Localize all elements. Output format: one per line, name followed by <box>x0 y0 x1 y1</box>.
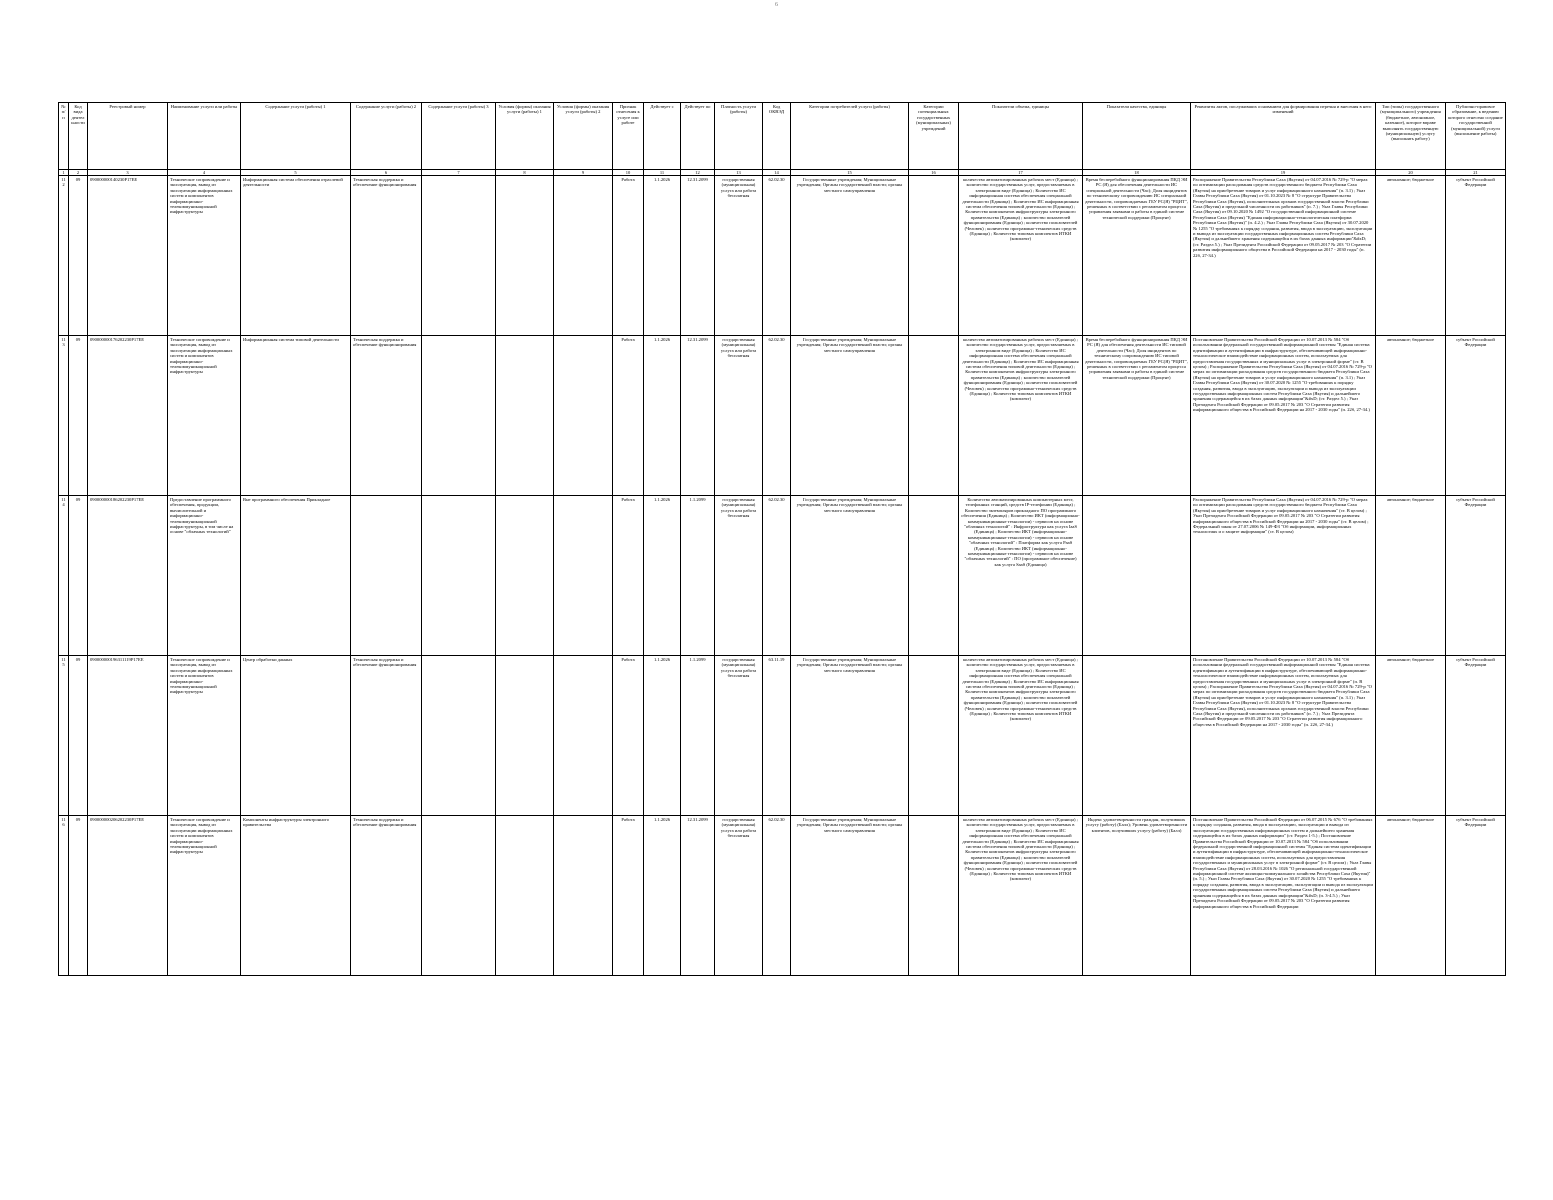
condition-2 <box>554 496 613 656</box>
legal-acts: Распоряжение Правительства Республики Саха (Якутия) от 04.07.2016 № 729-р "О мерах по оптимизации расходования средств государственного бюджета Республики Саха (Якутия) на приобретение товаров и услуг информационного назначения" (ст. В целом) ; Указ Президента Российской Федерации от 09.05.2017 № 203 "О Стратегии развития информационного общества в Российской Федерации на 2017 - 2030 годы" (ст. В целом) ; Федеральный закон от 27.07.2006 № 149-ФЗ "Об информации, информационных технологиях и о защите информации" (ст. В целом) <box>1191 496 1376 656</box>
header-cell: Содержание услуги (работы) 3 <box>422 103 496 170</box>
column-number: 6 <box>351 170 422 176</box>
institution-categories <box>909 176 959 336</box>
service-kind: Работа <box>613 496 644 656</box>
quality-indicators: Время бесперебойного функционирования ПКД ЭИ РС (Я) для обеспечения деятельности ИС типовой деятельности (Час); Доля инцидентов по техническому сопровождению ИС типовой деятельности, сопровождаемых ГБУ РС(Я) "РЦИТ", решенных в соответствии с регламентом процесса управления заявками и работы в единой системе технической поддержки (Процент) <box>1083 336 1191 496</box>
row-number: 116 <box>59 816 69 976</box>
services-table <box>58 102 1506 976</box>
quality-indicators: Время бесперебойного функционирования ПКД ЭИ РС (Я) для обеспечения деятельности ИС специальной деятельности (Час); Доля инцидентов по техническому сопровождению ИС специальной деятельности, сопровождаемых ГБУ РС(Я) "РЦИТ", решенных в соответствии с регламентом процесса управления заявками и работы в единой системе технической поддержки (Процент) <box>1083 176 1191 336</box>
service-kind: Работа <box>613 336 644 496</box>
service-kind: Работа <box>613 176 644 336</box>
okved-code: 62.02.30 <box>763 816 791 976</box>
header-cell: Действует с <box>644 103 681 170</box>
column-number: 2 <box>69 170 88 176</box>
service-name: Техническое сопровождение и эксплуатация, вывод из эксплуатации информационных систем и компонентов информационно-телекоммуникационной инфраструктуры <box>168 656 241 816</box>
header-cell: Реквизиты актов, послуживших основанием для формирования перечня и внесения в него изменений <box>1191 103 1376 170</box>
content-2: Техническая поддержка и обеспечение функционирования <box>351 336 422 496</box>
quality-indicators <box>1083 656 1191 816</box>
header-cell: Платность услуги (работы) <box>715 103 763 170</box>
valid-from: 1.1.2026 <box>644 816 681 976</box>
table-row <box>59 336 1506 496</box>
volume-indicators: количество автоматизированных рабочих мест (Единица) ; количество государственных услуг, предоставляемых в электронном виде (Единица) ; Количество ИС информационная система обеспечения специальной деятельности (Единица) ; Количество ИС информационная система обеспечения типовой деятельности (Единица) ; Количество компонентов инфраструктуры электронного правительства (Единица) ; количество показателей функционирования (Единица) ; количество пользователей (Человек) ; количество программно-технических средств (Единица) ; Количество типовых комплектов ИТКИ (комплект) <box>959 176 1083 336</box>
public-entity: субъект Российской Федерации <box>1446 496 1506 656</box>
header-cell: Показатели качества, единицы <box>1083 103 1191 170</box>
header-cell: Содержание услуги (работы) 1 <box>241 103 351 170</box>
registry-number: 090000000186202230P17EE <box>88 496 168 656</box>
payment-type: государственная (муниципальная) услуга или работа бесплатная <box>715 176 763 336</box>
content-1: Вне программного обеспечения Прикладное <box>241 496 351 656</box>
condition-1 <box>496 496 554 656</box>
header-cell: Тип (типы) государственного (муниципального) учреждения (бюджетное, автономное, казенное), которое вправе выполнять государственную (муниципальную) услугу (выполнять работу) <box>1376 103 1446 170</box>
service-kind: Работа <box>613 816 644 976</box>
condition-2 <box>554 816 613 976</box>
header-cell: Признак отнесения к услуге или работе <box>613 103 644 170</box>
service-name: Техническое сопровождение и эксплуатация, вывод из эксплуатации информационных систем и компонентов информационно-телекоммуникационной инфраструктуры <box>168 336 241 496</box>
header-cell: № п/п <box>59 103 69 170</box>
content-3 <box>422 176 496 336</box>
content-2: Техническая поддержка и обеспечение функционирования <box>351 656 422 816</box>
quality-indicators: Индекс удовлетворенности граждан, получивших услугу (работу) (Балл); Уровень удовлетворенности клиентов, получивших услугу (работу) (Балл) <box>1083 816 1191 976</box>
consumer-categories: Государственные учреждения; Муниципальные учреждения; Органы государственной власти; органы местного самоуправления <box>791 816 909 976</box>
okved-code: 62.02.30 <box>763 496 791 656</box>
activity-code: 09 <box>69 336 88 496</box>
volume-indicators: количество автоматизированных рабочих мест (Единица) ; количество государственных услуг, предоставляемых в электронном виде (Единица) ; Количество ИС информационная система обеспечения специальной деятельности (Единица) ; Количество ИС информационная система обеспечения типовой деятельности (Единица) ; Количество компонентов инфраструктуры электронного правительства (Единица) ; количество показателей функционирования (Единица) ; количество пользователей (Человек) ; количество программно-технических средств (Единица) ; Количество типовых комплектов ИТКИ (комплект) <box>959 336 1083 496</box>
column-number: 21 <box>1446 170 1506 176</box>
content-2: Техническая поддержка и обеспечение функционирования <box>351 176 422 336</box>
registry-number: 090000000140230P17EE <box>88 176 168 336</box>
consumer-categories: Государственные учреждения; Муниципальные учреждения; Органы государственной власти; органы местного самоуправления <box>791 496 909 656</box>
column-number: 20 <box>1376 170 1446 176</box>
column-number: 4 <box>168 170 241 176</box>
header-cell: Действует по <box>681 103 715 170</box>
content-2: Техническая поддержка и обеспечение функционирования <box>351 816 422 976</box>
condition-1 <box>496 816 554 976</box>
table-row <box>59 816 1506 976</box>
registry-number: 090000000206202230P17EE <box>88 816 168 976</box>
legal-acts: Постановление Правительства Российской Федерации от 06.07.2015 № 676 "О требованиях к порядку создания, развития, ввода в эксплуатацию, эксплуатации и вывода из эксплуатации государственных информационных систем и дальнейшего хранения содержащейся в их базах данных информации" (ст. Раздел 1-5.) ; Постановление Правительства Российской Федерации от 10.07.2013 № 584 "Об использовании федеральной государственной информационной системы "Единая система идентификации и аутентификации в инфраструктуре, обеспечивающей информационно-технологическое взаимодействие информационных систем, используемых для предоставления государственных и муниципальных услуг в электронной форме" (ст. В целом) ; Указ Главы Республики Саха (Якутия) от 28.03.2016 № 1026 "О региональной государственной информационной системе жилищно-коммунального хозяйства Республики Саха (Якутия)" (п. 5.) ; Указ Главы Республики Саха (Якутия) от 30.07.2020 № 1255 "О требованиях к порядку создания, развития, ввода в эксплуатацию, эксплуатации и вывода из эксплуатации государственных информационных систем Республики Саха (Якутия) и дальнейшего хранения содержащейся в их базах данных информации"&#xD; (п. 3-4.5.) ; Указ Президента Российской Федерации от 09.05.2017 № 203 "О Стратегии развития информационного общества в Российской Федерации <box>1191 816 1376 976</box>
column-number: 10 <box>613 170 644 176</box>
institution-type: автономное; бюджетное <box>1376 496 1446 656</box>
valid-to: 12.31.2099 <box>681 816 715 976</box>
valid-from: 1.1.2026 <box>644 656 681 816</box>
okved-code: 62.02.30 <box>763 336 791 496</box>
service-kind: Работа <box>613 656 644 816</box>
header-cell: Показатели объема, единицы <box>959 103 1083 170</box>
row-number: 112 <box>59 176 69 336</box>
header-cell: Код вида деятельности <box>69 103 88 170</box>
valid-to: 12.31.2099 <box>681 336 715 496</box>
content-3 <box>422 816 496 976</box>
header-cell: Наименование услуги или работы <box>168 103 241 170</box>
row-number: 114 <box>59 496 69 656</box>
header-cell: Реестровый номер <box>88 103 168 170</box>
column-number: 16 <box>909 170 959 176</box>
volume-indicators: количество автоматизированных рабочих мест (Единица) ; количество государственных услуг, предоставляемых в электронном виде (Единица) ; Количество ИС информационная система обеспечения специальной деятельности (Единица) ; Количество ИС информационная система обеспечения типовой деятельности (Единица) ; Количество компонентов инфраструктуры электронного правительства (Единица) ; количество показателей функционирования (Единица) ; количество пользователей (Человек) ; количество программно-технических средств (Единица) ; Количество типовых комплектов ИТКИ (комплект) <box>959 656 1083 816</box>
content-3 <box>422 336 496 496</box>
valid-from: 1.1.2026 <box>644 176 681 336</box>
content-1: Компоненты инфраструктуры электронного правительства <box>241 816 351 976</box>
activity-code: 09 <box>69 656 88 816</box>
institution-categories <box>909 496 959 656</box>
table-row <box>59 656 1506 816</box>
valid-to: 1.1.2099 <box>681 496 715 656</box>
activity-code: 09 <box>69 816 88 976</box>
payment-type: государственная (муниципальная) услуга или работа бесплатная <box>715 816 763 976</box>
column-number: 17 <box>959 170 1083 176</box>
page-marker: 6 <box>775 2 778 8</box>
quality-indicators <box>1083 496 1191 656</box>
public-entity: субъект Российской Федерации <box>1446 176 1506 336</box>
service-name: Техническое сопровождение и эксплуатация, вывод из эксплуатации информационных систем и компонентов информационно-телекоммуникационной инфраструктуры <box>168 176 241 336</box>
volume-indicators: количество автоматизированных рабочих мест (Единица) ; количество государственных услуг, предоставляемых в электронном виде (Единица) ; Количество ИС информационная система обеспечения специальной деятельности (Единица) ; Количество ИС информационная система обеспечения типовой деятельности (Единица) ; Количество компонентов инфраструктуры электронного правительства (Единица) ; количество показателей функционирования (Единица) ; количество пользователей (Человек) ; количество программно-технических средств (Единица) ; Количество типовых комплектов ИТКИ (комплект) <box>959 816 1083 976</box>
column-number: 13 <box>715 170 763 176</box>
content-3 <box>422 496 496 656</box>
column-number: 8 <box>496 170 554 176</box>
column-number: 9 <box>554 170 613 176</box>
service-name: Техническое сопровождение и эксплуатация, вывод из эксплуатации информационных систем и компонентов информационно-телекоммуникационной инфраструктуры <box>168 816 241 976</box>
institution-categories <box>909 816 959 976</box>
condition-2 <box>554 656 613 816</box>
valid-from: 1.1.2026 <box>644 496 681 656</box>
registry-number: 090000000196311119P17EE <box>88 656 168 816</box>
column-number: 3 <box>88 170 168 176</box>
institution-categories <box>909 656 959 816</box>
column-number: 1 <box>59 170 69 176</box>
condition-2 <box>554 176 613 336</box>
header-row <box>59 103 1506 170</box>
activity-code: 09 <box>69 176 88 336</box>
valid-to: 1.1.2099 <box>681 656 715 816</box>
payment-type: государственная (муниципальная) услуга или работа бесплатная <box>715 656 763 816</box>
header-cell: Категории потенциальных государственных (муниципальных) учреждений <box>909 103 959 170</box>
registry-number: 090000000176202230P17EE <box>88 336 168 496</box>
header-cell: Категории потребителей услуги (работы) <box>791 103 909 170</box>
column-number: 7 <box>422 170 496 176</box>
public-entity: субъект Российской Федерации <box>1446 656 1506 816</box>
content-2 <box>351 496 422 656</box>
public-entity: субъект Российской Федерации <box>1446 336 1506 496</box>
service-name: Предоставление программного обеспечения, продукции, вычислительной и информационно-телекоммуникационной инфраструктуры, в том числе на основе "облачных технологий" <box>168 496 241 656</box>
institution-type: автономное; бюджетное <box>1376 656 1446 816</box>
header-cell: Содержание услуги (работы) 2 <box>351 103 422 170</box>
institution-type: автономное; бюджетное <box>1376 336 1446 496</box>
header-cell: Условия (формы) оказания услуги (работы) 1 <box>496 103 554 170</box>
header-cell: Код ОКВЭД <box>763 103 791 170</box>
okved-code: 62.02.30 <box>763 176 791 336</box>
column-number: 14 <box>763 170 791 176</box>
institution-type: автономное; бюджетное <box>1376 176 1446 336</box>
activity-code: 09 <box>69 496 88 656</box>
consumer-categories: Государственные учреждения; Муниципальные учреждения; Органы государственной власти; органы местного самоуправления <box>791 656 909 816</box>
column-number: 12 <box>681 170 715 176</box>
row-number: 115 <box>59 656 69 816</box>
content-1: Информационная система типовой деятельности <box>241 336 351 496</box>
valid-to: 12.31.2099 <box>681 176 715 336</box>
header-cell: Публично-правовое образование, к ведению которого отнесено создание государственной (муниципальной) услуги (выполнение работы) <box>1446 103 1506 170</box>
okved-code: 63.11.19 <box>763 656 791 816</box>
legal-acts: Постановление Правительства Российской Федерации от 10.07.2013 № 584 "Об использовании федеральной государственной информационной системы "Единая система идентификации и аутентификации в инфраструктуре, обеспечивающей информационно-технологическое взаимодействие информационных систем, используемых для предоставления государственных и муниципальных услуг в электронной форме" (ст. В целом) ; Распоряжение Правительства Республики Саха (Якутия) от 04.07.2016 № 729-р "О мерах по оптимизации расходования средств государственного бюджета Республики Саха (Якутия) на приобретение товаров и услуг информационного назначения" (п. 3.1) ; Указ Главы Республики Саха (Якутия) от 30.07.2020 № 1255 "О требованиях к порядку создания, развития, ввода в эксплуатацию, эксплуатации и вывода из эксплуатации государственных информационных систем Республики Саха (Якутия) и дальнейшего хранения содержащейся в их базах данных информации"&#xD; (ст. Раздел 5.) ; Указ Президента Российской Федерации от 09.05.2017 № 203 "О Стратегии развития информационного общества в Российской Федерации на 2017 - 2030 годы" (п. 22б, 27-34.) <box>1191 336 1376 496</box>
header-cell: Условия (формы) оказания услуги (работы) 2 <box>554 103 613 170</box>
condition-1 <box>496 176 554 336</box>
column-number: 11 <box>644 170 681 176</box>
content-1: Центр обработки данных <box>241 656 351 816</box>
payment-type: государственная (муниципальная) услуга или работа бесплатная <box>715 336 763 496</box>
volume-indicators: Количество автоматизированных компьютерных мест, телефонных станций, средств IP-телефонии (Единица) ; Количество экземпляров прикладного ПО программного обеспечения (Единица) ; Количество ИКТ (информационно-коммуникационные технологии) - сервисов на основе "облачных технологий" : Инфраструктура как услуга IaaS (Единица) ; Количество ИКТ (информационно-коммуникационные технологии) - сервисов на основе "облачных технологий" : Платформа как услуга PaaS (Единица) ; Количество ИКТ (информационно-коммуникационные технологии) - сервисов на основе "облачных технологий" : ПО (программное обеспечение) как услуга SaaS (Единица) <box>959 496 1083 656</box>
condition-1 <box>496 336 554 496</box>
content-3 <box>422 656 496 816</box>
legal-acts: Распоряжение Правительства Республики Саха (Якутия) от 04.07.2016 № 729-р "О мерах по оптимизации расходования средств государственного бюджета Республики Саха (Якутия) на приобретение товаров и услуг информационного назначения" (п. 3.1) ; Указ Главы Республики Саха (Якутия) от 01.10.2023 № 8 "О структуре Правительства Республики Саха (Якутия), исполнительных органов государственной власти Республики Саха (Якутия) и предельной численности их работников" (п. 7.) ; Указ Главы Республики Саха (Якутия) от 09.10.2020 № 1492 "О государственной информационной системе Республики Саха (Якутия) "Единая информационно-технологическая платформа Республики Саха (Якутия)" (п. 4.2.) ; Указ Главы Республики Саха (Якутия) от 30.07.2020 № 1255 "О требованиях к порядку создания, развития, ввода в эксплуатацию, эксплуатации и вывода из эксплуатации государственных информационных систем Республики Саха (Якутия) и дальнейшего хранения содержащейся в их базах данных информации"&#xD; (ст. Раздел 5.) ; Указ Президента Российской Федерации от 09.05.2017 № 203 "О Стратегии развития информационного общества в Российской Федерации на 2017 - 2030 годы" (п. 22б, 27-34.) <box>1191 176 1376 336</box>
consumer-categories: Государственные учреждения; Муниципальные учреждения; Органы государственной власти; органы местного самоуправления <box>791 176 909 336</box>
legal-acts: Постановление Правительства Российской Федерации от 10.07.2013 № 584 "Об использовании федеральной государственной информационной системы "Единая система идентификации и аутентификации в инфраструктуре, обеспечивающей информационно-технологическое взаимодействие информационных систем, используемых для предоставления государственных и муниципальных услуг в электронной форме" (п. В целом) ; Распоряжение Правительства Республики Саха (Якутия) от 04.07.2016 № 729-р "О мерах по оптимизации расходования средств государственного бюджета Республики Саха (Якутия) на приобретение товаров и услуг информационного назначения" (п. 3.1) ; Указ Главы Республики Саха (Якутия) от 01.10.2023 № 8 "О структуре Правительства Республики Саха (Якутия), исполнительных органов государственной власти Республики Саха (Якутия) и предельной численности их работников" (п. 7.) ; Указ Президента Российской Федерации от 09.05.2017 № 203 "О Стратегии развития информационного общества в Российской Федерации на 2017 - 2030 годы" (п. 22б, 27-34.) <box>1191 656 1376 816</box>
consumer-categories: Государственные учреждения; Муниципальные учреждения; Органы государственной власти; органы местного самоуправления <box>791 336 909 496</box>
row-number: 113 <box>59 336 69 496</box>
column-number: 18 <box>1083 170 1191 176</box>
content-1: Информационная система обеспечения отраслевой деятельности <box>241 176 351 336</box>
condition-2 <box>554 336 613 496</box>
condition-1 <box>496 656 554 816</box>
institution-type: автономное; бюджетное <box>1376 816 1446 976</box>
valid-from: 1.1.2026 <box>644 336 681 496</box>
table-row <box>59 176 1506 336</box>
table-row <box>59 496 1506 656</box>
column-number: 5 <box>241 170 351 176</box>
payment-type: государственная (муниципальная) услуга или работа бесплатная <box>715 496 763 656</box>
institution-categories <box>909 336 959 496</box>
document-table-container <box>58 102 1503 976</box>
public-entity: субъект Российской Федерации <box>1446 816 1506 976</box>
column-number: 15 <box>791 170 909 176</box>
column-number: 19 <box>1191 170 1376 176</box>
